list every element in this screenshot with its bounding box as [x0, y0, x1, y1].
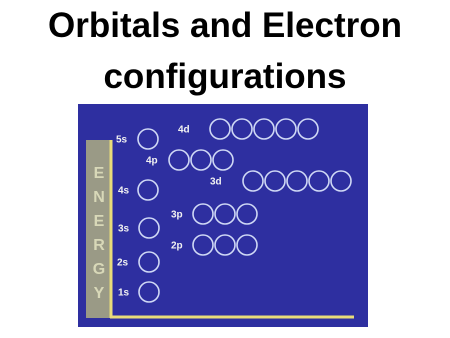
orbital-circle-4p — [191, 150, 211, 170]
orbital-label-5s: 5s — [116, 134, 128, 146]
title-line-1: Orbitals and Electron — [48, 6, 402, 45]
orbital-label-4p: 4p — [146, 155, 158, 167]
orbital-energy-diagram — [78, 104, 368, 327]
orbital-circle-5s — [138, 129, 158, 149]
orbital-circle-4s — [138, 180, 158, 200]
orbital-label-2s: 2s — [117, 257, 129, 269]
orbital-circle-3d — [309, 171, 329, 191]
orbital-label-3d: 3d — [210, 176, 222, 188]
orbital-circle-3d — [265, 171, 285, 191]
orbital-circle-2s — [139, 252, 159, 272]
orbital-circle-3d — [243, 171, 263, 191]
orbital-label-4d: 4d — [178, 124, 190, 136]
orbital-circle-1s — [139, 282, 159, 302]
orbital-circle-2p — [215, 235, 235, 255]
orbital-circle-4d — [276, 119, 296, 139]
orbital-circle-3d — [331, 171, 351, 191]
orbital-label-3s: 3s — [118, 223, 130, 235]
orbital-circle-3p — [193, 204, 213, 224]
orbital-circle-4d — [254, 119, 274, 139]
orbital-label-3p: 3p — [171, 209, 183, 221]
orbital-circle-3p — [215, 204, 235, 224]
orbital-circle-4p — [213, 150, 233, 170]
energy-axis-letter: E — [93, 213, 105, 230]
orbital-circle-2p — [193, 235, 213, 255]
orbital-circle-3p — [237, 204, 257, 224]
orbital-label-4s: 4s — [118, 185, 130, 197]
energy-axis-letter: R — [93, 237, 105, 254]
orbital-circle-4d — [232, 119, 252, 139]
energy-axis-letter: G — [92, 261, 106, 278]
energy-axis-letter: N — [93, 189, 105, 206]
orbital-diagram-svg — [78, 104, 368, 327]
orbital-circle-3s — [139, 218, 159, 238]
orbital-circle-4p — [169, 150, 189, 170]
orbital-circle-4d — [298, 119, 318, 139]
orbital-circle-2p — [237, 235, 257, 255]
title-line-2: configurations — [103, 57, 347, 96]
orbital-label-2p: 2p — [171, 240, 183, 252]
orbital-label-1s: 1s — [118, 287, 130, 299]
energy-axis-letter: E — [93, 165, 105, 182]
orbital-circle-4d — [210, 119, 230, 139]
energy-axis-letter: Y — [93, 285, 105, 302]
orbital-circle-3d — [287, 171, 307, 191]
